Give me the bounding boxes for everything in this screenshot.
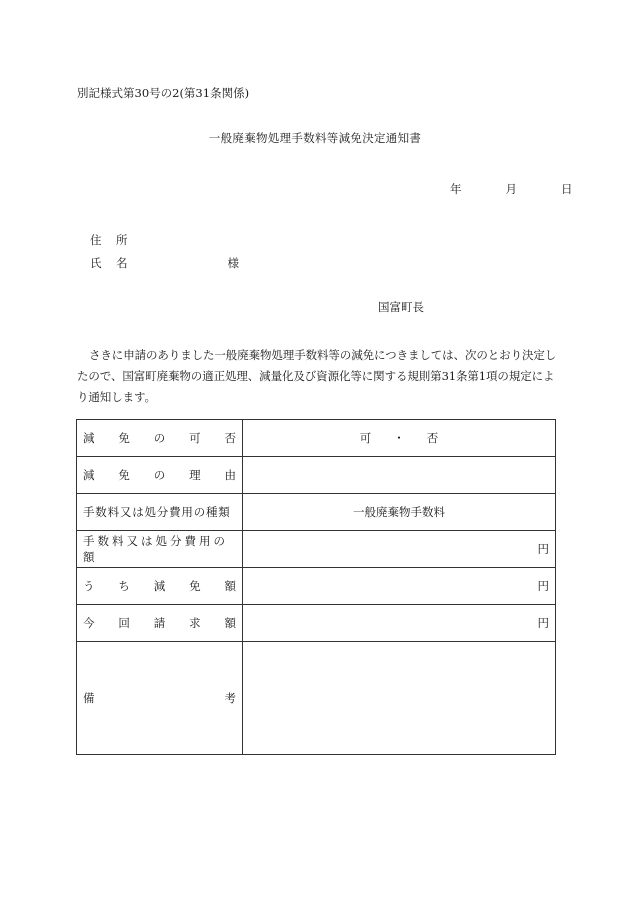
table-row	[77, 457, 556, 494]
name-label-1: 氏	[90, 256, 102, 270]
name-label-2: 名	[116, 256, 128, 270]
table-row	[77, 568, 556, 605]
billed-amount-value[interactable]: 円	[243, 605, 556, 642]
row-label-reason: 減 免 の 理 由	[77, 457, 243, 494]
date-day: 日	[561, 182, 573, 196]
table-row	[77, 605, 556, 642]
reason-value[interactable]	[243, 457, 556, 494]
row-label-notes: 備 考	[77, 642, 243, 755]
date-year: 年	[450, 182, 462, 196]
date-line	[450, 181, 573, 197]
form-reference: 別記様式第30号の2(第31条関係)	[77, 86, 250, 100]
decision-table	[76, 419, 556, 755]
honorific: 様	[227, 256, 239, 270]
row-label-decision: 減 免 の 可 否	[77, 420, 243, 457]
table-row	[77, 494, 556, 531]
reduction-amount-value[interactable]: 円	[243, 568, 556, 605]
date-month: 月	[505, 182, 517, 196]
address-label-1: 住	[90, 233, 102, 247]
notes-value[interactable]	[243, 642, 556, 755]
row-label-billed-amount: 今 回 請 求 額	[77, 605, 243, 642]
row-label-fee-type: 手数料又は処分費用の種類	[77, 494, 243, 531]
row-label-fee-amount: 手数料又は処分費用の額	[77, 531, 243, 568]
table-row	[77, 531, 556, 568]
body-paragraph: さきに申請のありました一般廃棄物処理手数料等の減免につきましては、次のとおり決定したので、国富町廃棄物の適正処理、減量化及び資源化等に関する規則第31条第1項の規定により通知します。	[77, 348, 557, 404]
address-label-2: 所	[116, 233, 128, 247]
row-label-reduction-amount: う ち 減 免 額	[77, 568, 243, 605]
issuer-name: 国富町長	[378, 300, 424, 314]
decision-value[interactable]: 可 ・ 否	[243, 420, 556, 457]
name-row	[90, 255, 239, 271]
table-row	[77, 642, 556, 755]
table-row	[77, 420, 556, 457]
address-row	[90, 232, 128, 248]
fee-amount-value[interactable]: 円	[243, 531, 556, 568]
fee-type-value[interactable]: 一般廃棄物手数料	[243, 494, 556, 531]
document-title: 一般廃棄物処理手数料等減免決定通知書	[208, 131, 422, 145]
